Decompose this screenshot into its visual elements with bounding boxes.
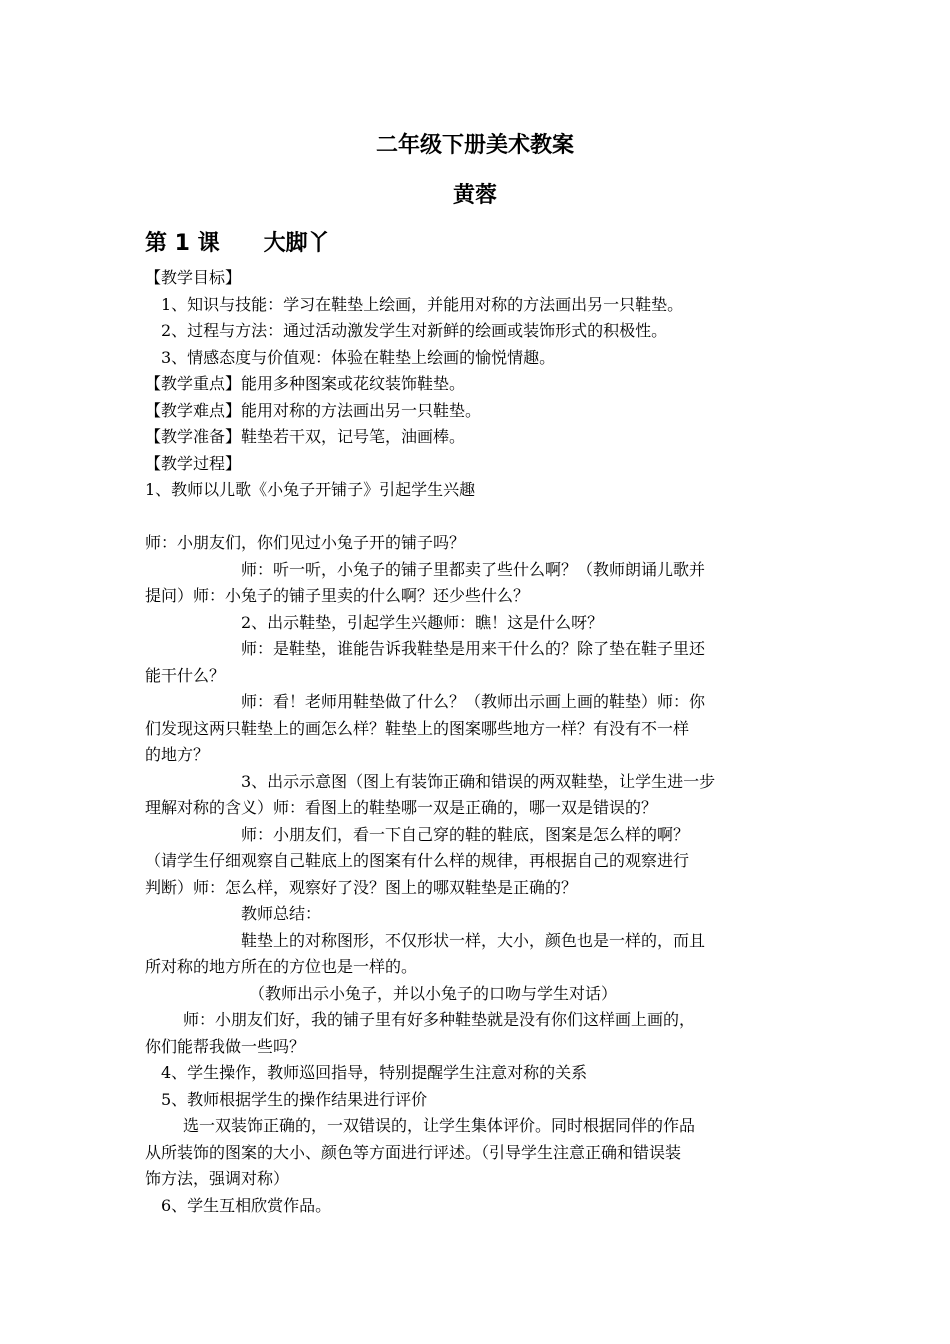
paragraph-line: 师：小朋友们，你们见过小兔子开的铺子吗？: [145, 533, 466, 552]
section-heading: 【教学目标】: [145, 268, 242, 287]
paragraph-line: 提问）师：小兔子的铺子里卖的什么啊？还少些什么？: [145, 586, 530, 605]
paragraph-line: 饰方法，强调对称）: [145, 1169, 290, 1188]
difficulty: 【教学难点】能用对称的方法画出另一只鞋垫。: [145, 400, 482, 420]
objective-item: 2、过程与方法：通过活动激发学生对新鲜的绘画或装饰形式的积极性。: [161, 321, 668, 340]
paragraph-line: 选一双装饰正确的，一双错误的，让学生集体评价。同时根据同伴的作品: [183, 1116, 696, 1135]
step-line: 1、教师以儿歌《小兔子开铺子》引起学生兴趣: [145, 480, 476, 499]
lesson-body: [145, 265, 810, 1219]
section-heading: 【教学过程】: [145, 453, 242, 473]
paragraph-line: 的地方？: [145, 745, 210, 764]
paragraph-line: （教师出示小兔子，并以小兔子的口吻与学生对话）: [249, 983, 618, 1003]
paragraph-line: 鞋垫上的对称图形，不仅形状一样，大小，颜色也是一样的，而且: [241, 930, 706, 950]
paragraph-line: 能干什么？: [145, 665, 226, 685]
paragraph-line: 师：听一听，小兔子的铺子里都卖了些什么啊？（教师朗诵儿歌并: [241, 559, 706, 579]
preparation: 【教学准备】鞋垫若干双，记号笔，油画棒。: [145, 427, 466, 446]
paragraph-line: 判断）师：怎么样，观察好了没？图上的哪双鞋垫是正确的？: [145, 877, 578, 897]
summary-heading: 教师总结：: [241, 904, 322, 923]
objective-item: 3、情感态度与价值观：体验在鞋垫上绘画的愉悦情趣。: [161, 347, 556, 367]
document-title: 二年级下册美术教案: [375, 133, 574, 158]
paragraph-line: 所对称的地方所在的方位也是一样的。: [145, 957, 418, 976]
author-name: 黄蓉: [452, 183, 497, 208]
paragraph-line: 师：小朋友们，看一下自己穿的鞋的鞋底，图案是怎么样的啊？: [241, 824, 690, 844]
objective-item: 1、知识与技能：学习在鞋垫上绘画，并能用对称的方法画出另一只鞋垫。: [161, 294, 684, 314]
paragraph-line: 理解对称的含义）师：看图上的鞋垫哪一双是正确的，哪一双是错误的？: [145, 798, 658, 817]
step-line: 5、教师根据学生的操作结果进行评价: [161, 1089, 428, 1109]
paragraph-line: 师：是鞋垫，谁能告诉我鞋垫是用来干什么的？除了垫在鞋子里还: [241, 639, 706, 658]
blank-line: [145, 504, 810, 531]
paragraph-line: 师：小朋友们好，我的铺子里有好多种鞋垫就是没有你们这样画上画的，: [183, 1010, 696, 1029]
step-line: 4、学生操作，教师巡回指导，特别提醒学生注意对称的关系: [161, 1063, 588, 1082]
paragraph-line: 们发现这两只鞋垫上的画怎么样？鞋垫上的图案哪些地方一样？有没有不一样: [145, 718, 690, 738]
paragraph-line: 师：看！老师用鞋垫做了什么？（教师出示画上画的鞋垫）师：你: [241, 692, 706, 711]
step-line: 6、学生互相欣赏作品。: [161, 1195, 332, 1215]
paragraph-line: 你们能帮我做一些吗？: [145, 1036, 306, 1056]
paragraph-line: 从所装饰的图案的大小、颜色等方面进行评述。（引导学生注意正确和错误装: [145, 1142, 682, 1162]
lesson-heading: 第 1 课 大脚丫: [145, 231, 330, 256]
key-point: 【教学重点】能用多种图案或花纹装饰鞋垫。: [145, 374, 466, 393]
paragraph-line: （请学生仔细观察自己鞋底上的图案有什么样的规律，再根据自己的观察进行: [145, 851, 690, 870]
step-line: 3、出示示意图（图上有装饰正确和错误的两双鞋垫，让学生进一步: [241, 771, 716, 791]
step-line: 2、出示鞋垫，引起学生兴趣师：瞧！这是什么呀？: [241, 612, 604, 632]
